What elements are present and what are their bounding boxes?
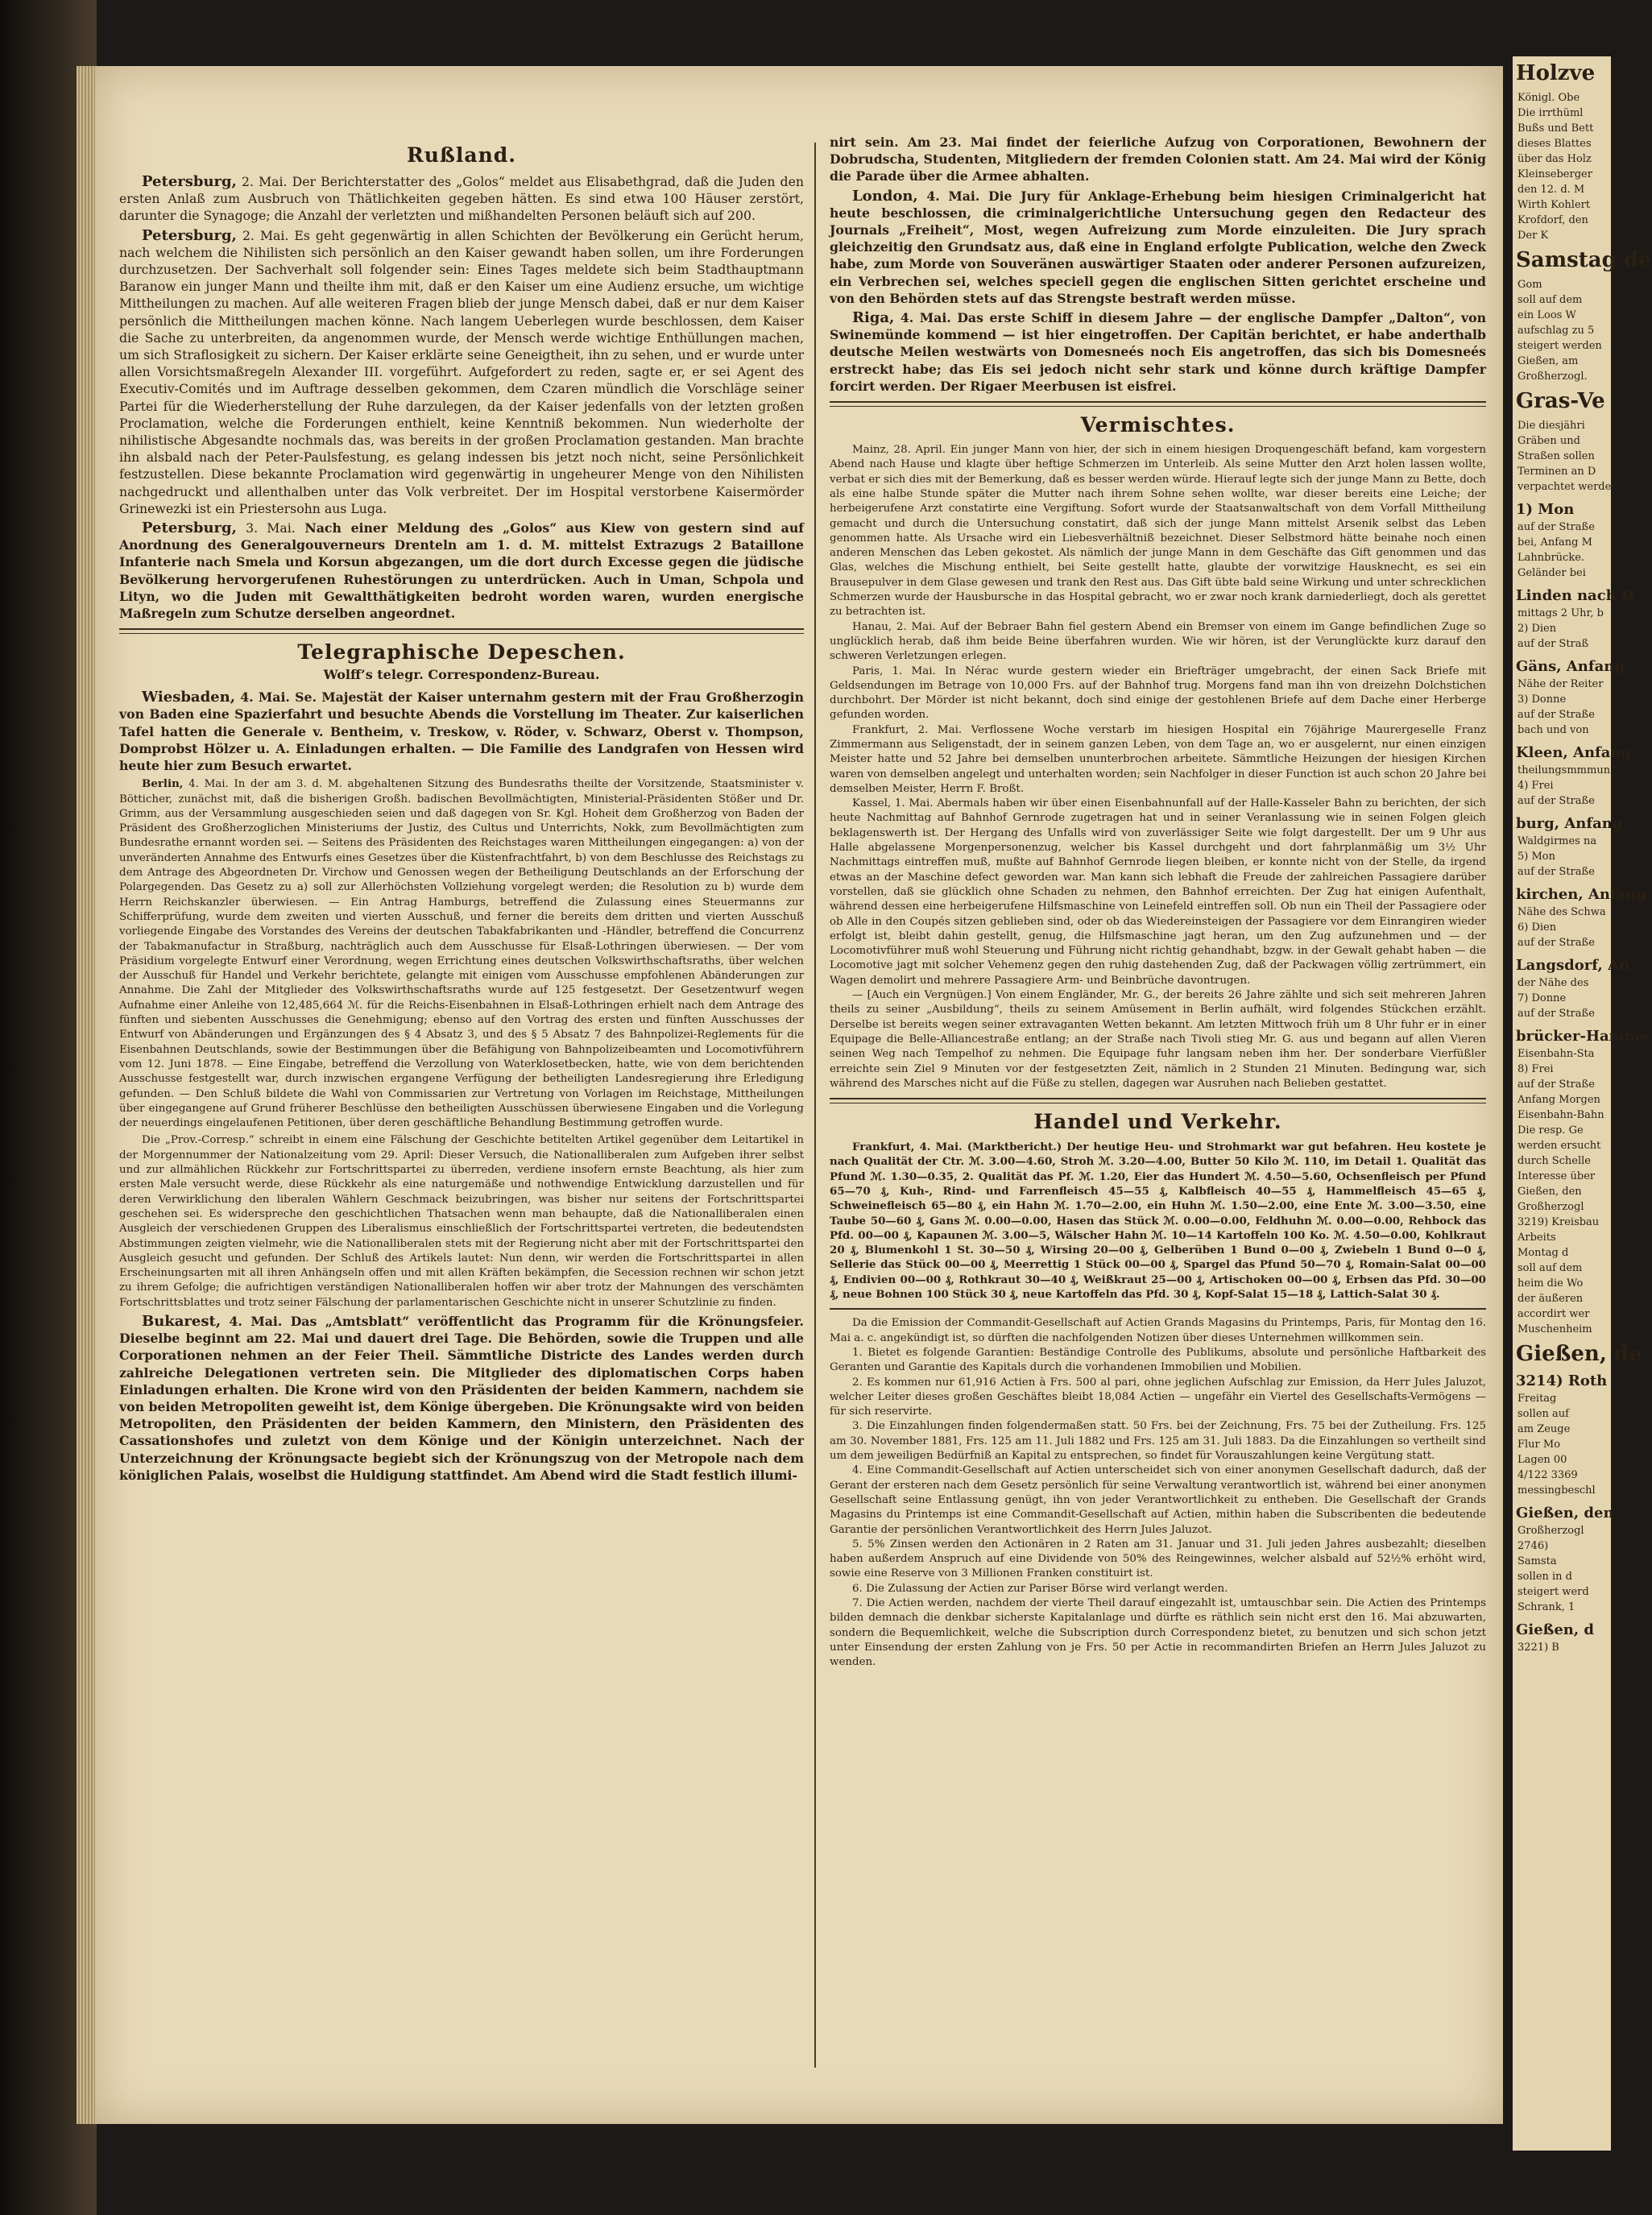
adjacent-page-line: der Nähe des: [1517, 977, 1589, 989]
adjacent-page-line: der äußeren: [1517, 1293, 1584, 1305]
adjacent-page-line: soll auf dem: [1517, 294, 1583, 306]
section-rule: [830, 1308, 1486, 1310]
adjacent-page-line: messingbeschl: [1517, 1484, 1596, 1497]
adjacent-page-line: 5) Mon: [1517, 851, 1555, 863]
adjacent-page-line: Samstag de: [1516, 248, 1652, 272]
adjacent-page-line: auf der Straße: [1517, 521, 1595, 533]
adjacent-page-line: Nähe der Reiter: [1517, 678, 1604, 690]
emission-intro: Da die Emission der Commandit-Gesellschaft auf Actien Grands Magasins du Printemps, Paris, für Montag den 16. Mai a. c. angekündigt ist, so dürften die nachfolgenden Notizen über dieses Unternehmen willkommen sein.: [830, 1317, 1486, 1344]
adjacent-page-line: 7) Donne: [1517, 992, 1567, 1004]
adjacent-page-line: Interesse über: [1517, 1170, 1596, 1182]
adjacent-page-line: Gießen, de: [1516, 1342, 1642, 1366]
adjacent-page-line: Die irrthüml: [1517, 107, 1584, 119]
adjacent-page-line: auf der Straß: [1517, 638, 1589, 650]
adjacent-page-line: am Zeuge: [1517, 1423, 1571, 1435]
emission-item-7: 7. Die Actien werden, nachdem der vierte Theil darauf eingezahlt ist, umtauschbar sein. Die Actien des Printemps bilden demnach die denkbar sicherste Kapitalanlage und dürfte es räthlich sein nicht erst den 16. Mai abzuwarten, sondern die Bequemlichkeit, welche die Subscription durch Correspondenz bietet, zu benutzen und sich schon jetzt unter Einsendung der ersten Zahlung von je Frs. 50 per Actie in recommandirten Briefen an Herrn Jules Jaluzot zu wenden.: [830, 1597, 1486, 1669]
adjacent-page-line: aufschlag zu 5: [1517, 325, 1595, 337]
adjacent-page-line: Königl. Obe: [1517, 92, 1580, 104]
section-title-handel: Handel und Verkehr.: [1033, 1110, 1282, 1134]
adjacent-page-line: den 12. d. M: [1517, 184, 1585, 196]
adjacent-page-line: 4) Frei: [1517, 780, 1554, 792]
adjacent-page-line: auf der Straße: [1517, 866, 1595, 878]
adjacent-page-line: Lagen 00: [1517, 1454, 1567, 1466]
adjacent-page-line: Gom: [1517, 279, 1542, 291]
adjacent-page-line: 3221) B: [1517, 1642, 1559, 1654]
article-mainz: Mainz, 28. April. Ein junger Mann von hier, der sich in einem hiesigen Droquengeschäft befand, kam vorgestern Abend nach Hause und klagte über heftige Schmerzen im Unterleib. Als seine Mutter den Arzt holen lassen wollte, verbat er sich dies mit der Bemerkung, daß es besser werden würde. Hierauf legte sich der junge Mann zu Bette, doch als eine halbe Stunde später die Mutter nach ihrem Sohne sehen wollte, war dieser bereits eine Leiche; der herbeigerufene Arzt constatirte eine Vergiftung. Sofort wurde der Staatsanwaltschaft von dem Vorfall Mittheilung gemacht und durch die Untersuchung constatirt, daß sich der junge Mann mittelst Arsenik selbst das Leben genommen hatte. Als Ursache wird ein Liebesverhältniß bezeichnet. Dieser Selbstmord hätte beinahe noch einen anderen Menschen das Leben gekostet. Als nämlich der junge Mann in dem Geschäfte das Gift genommen und das Glas, welches die Mischung enthielt, bei Seite gestellt hatte, glaubte der vorwitzige Hausknecht, es sei ein Brausepulver in dem Glase gewesen und trank den Rest aus. Das Gift übte bald seine Wirkung und unter schrecklichen Schmerzen wurde der Hausbursche in das Hospital gebracht, wo er zwar noch krank darniederliegt, doch als gerettet zu betrachten ist.: [830, 444, 1486, 619]
adjacent-page-line: auf der Straße: [1517, 709, 1595, 721]
adjacent-page-line: theilungsmmmun: [1517, 764, 1611, 776]
left-column: [119, 139, 804, 1486]
section-title-vermischtes: Vermischtes.: [1080, 413, 1236, 437]
adjacent-page-line: Großherzogl: [1517, 1201, 1584, 1213]
section-subtitle-wolff: Wolff’s telegr. Correspondenz-Bureau.: [323, 667, 600, 683]
adjacent-page-line: accordirt wer: [1517, 1308, 1590, 1320]
adjacent-page-line: 3214) Roth: [1516, 1372, 1608, 1389]
adjacent-page-line: 1) Mon: [1516, 501, 1575, 518]
adjacent-page-line: Anfang Morgen: [1517, 1094, 1600, 1106]
adjacent-page-line: dieses Blattes: [1517, 138, 1592, 150]
adjacent-page-line: Muschenheim: [1517, 1323, 1592, 1335]
adjacent-page-line: Eisenbahn-Bahn: [1517, 1109, 1604, 1121]
adjacent-page-line: Kleen, Anfang: [1516, 744, 1632, 761]
adjacent-page-line: Arbeits: [1517, 1232, 1556, 1244]
adjacent-page-line: auf der Straße: [1517, 1008, 1595, 1020]
article-berlin: Berlin, 4. Mai. In der am 3. d. M. abgehaltenen Sitzung des Bundesraths theilte der Vorsitzende, Staatsminister v. Bötticher, zunächst mit, daß die bisherigen Großh. badischen Bevollmächtigten, Ministerial-Präsidenten Stößer und Dr. Grimm, aus der Versammlung ausgeschieden seien und daß dagegen von Sr. Kgl. Hoheit dem Großherzog von Baden der Präsident des Großherzoglichen Ministeriums der Justiz, des Cultus und Unterrichts, Nokk, zum Bevollmächtigten zum Bundesrathe ernannt worden sei. — Seitens des Präsidenten des Reichstages waren Mittheilungen eingegangen: a) von der unveränderten Annahme des Entwurfs eines Gesetzes über die Küstenfrachtfahrt, b) von dem Beschlusse des Reichstags zu dem Antrage des Abgeordneten Dr. Virchow und Genossen wegen der Betheiligung Deutschlands an der Erforschung der Polargegenden. Das Gesetz zu a) soll zur Allerhöchsten Vollziehung vorgelegt werden; die Resolution zu b) wurde dem Herrn Reichskanzler überwiesen. — Ein Antrag Hamburgs, betreffend die Zulassung eines Steuermanns zur Schifferprüfung, wurde dem zweiten und vierten Ausschuß, und ferner die bereits dem dritten und vierten Ausschuß vorliegende Eingabe des Vorstandes des Vereins der deutschen Tabakfabrikanten und -Händler, betreffend die Concurrenz der Tabakmanufactur in Straßburg, nachträglich auch dem Ausschusse für Elsaß-Lothringen überwiesen. — Der vom Präsidium vorgelegte Entwurf einer Verordnung, wegen Errichtung eines deutschen Volkswirthschaftsraths, über welchen der Ausschuß für Handel und Verkehr berichtete, gelangte mit einigen vom Ausschusse empfohlenen Abänderungen zur Annahme. Die Zahl der Mitglieder des Volkswirthschaftsraths wurde auf 125 festgesetzt. Der Gesetzentwurf wegen Aufnahme einer Anleihe von 12,485,664 ℳ. für die Reichs-Eisenbahnen in Elsaß-Lothringen erhielt nach dem Antrage des fünften und siebenten Ausschusses die Genehmigung; ebenso auf den Vortrag des ersten und fünften Ausschusses der Entwurf von Abänderungen und Ergänzungen des § 4 Absatz 3, und des § 5 Absatz 7 des Bahnpolizei-Reglements für die Eisenbahnen Deutschlands, sowie der Bestimmungen über die Befähigung von Bahnpolizeibeamten und Locomotivführern vom 12. Juni 1878. — Eine Eingabe, betreffend die Verzollung von Waterklosetbecken, hatte, wie von dem berichtenden Ausschusse festgestellt war, durch inzwischen ergangene Verfügung der betheiligten Landesregierung ihre Erledigung gefunden. — Den Schluß bildete die Wahl von Commissarien zur Vertretung von Vorlagen im Reichstage, Mittheilungen über eingegangene auf Grund früherer Beschlüsse den betheiligten Ausschüssen überwiesene Eingaben und die Vorlegung der neuerdings eingelaufenen Petitionen, über deren geschäftliche Behandlung Bestimmung getroffen wurde.: [119, 777, 804, 1130]
column-divider: [814, 143, 816, 2068]
adjacent-page-line: Gießen, den: [1517, 1186, 1582, 1198]
article-riga: Riga, 4. Mai. Das erste Schiff in diesem Jahre — der englische Dampfer „Dalton“, von Swinemünde kommend — ist hier eingetroffen. Der Capitän berichtet, er habe anderthalb deutsche Meilen westwärts von Domesneés noch Eis angetroffen, das sich bis Domesneés erstreckt habe; das Eis sei jedoch nicht sehr stark und könne durch kräftige Dampfer forcirt werden. Der Rigaer Meerbusen ist eisfrei.: [830, 309, 1486, 394]
adjacent-page-line: Gäns, Anfang: [1516, 658, 1625, 675]
adjacent-page-line: Langsdorf, An: [1516, 957, 1630, 974]
emission-item-2: 2. Es kommen nur 61,916 Actien à Frs. 500 al pari, ohne jeglichen Aufschlag zur Emission, da Herr Jules Jaluzot, welcher Leiter dieses großen Geschäftes bleibt 18,084 Actien — ungefähr ein Viertel des Gesellschafts-Vermögens — für sich reservirte.: [830, 1376, 1486, 1418]
adjacent-page-line: 4/122 3369: [1517, 1469, 1578, 1481]
article-petersburg-3: Petersburg, 3. Mai. Nach einer Meldung des „Golos“ aus Kiew von gestern sind auf Anordnung des Generalgouverneurs Drenteln am 1. d. M. mittelst Extrazugs 2 Bataillone Infanterie nach Smela und Korsun abgezangen, um die dort durch Excesse gegen die jüdische Bevölkerung hervorgerufenen Ruhestörungen zu unterdrücken. Auch in Uman, Schpola und Lityn, wo die Juden mit Gewaltthätigkeiten bedroht worden waren, wurden energische Maßregeln zum Schutze derselben angeordnet.: [119, 520, 804, 622]
adjacent-page-line: 3) Donne: [1517, 693, 1567, 706]
emission-item-6: 6. Die Zulassung der Actien zur Pariser Börse wird verlangt werden.: [852, 1582, 1228, 1595]
section-title-russland: Rußland.: [406, 143, 516, 167]
adjacent-page-line: Gießen, den: [1516, 1505, 1614, 1522]
adjacent-page-line: Waldgirmes na: [1517, 835, 1597, 847]
adjacent-page-line: Schrank, 1: [1517, 1601, 1575, 1613]
article-hanau: Hanau, 2. Mai. Auf der Bebraer Bahn fiel gestern Abend ein Bremser von einem im Gange befindlichen Zuge so unglücklich herab, daß ihm beide Beine überfahren wurden. Wie wir hören, ist der Verunglückte kurz darauf den schweren Verletzungen erlegen.: [830, 620, 1486, 663]
emission-item-4: 4. Eine Commandit-Gesellschaft auf Actien unterscheidet sich von einer anonymen Gesellschaft dadurch, daß der Gerant der ersteren nach dem Gesetz persönlich für seine Verwaltung verantwortlich ist, während bei einer anonymen Gesellschaft seine Entlassung genügt, ihn von jeder Verantwortlichkeit zu entheben. Die Gesellschaft der Grands Magasins du Printemps ist eine Commandit-Gesellschaft auf Actien, mithin haben die Subscribenten die bedeutende Garantie der persönlichen Verantwortlichkeit des Herrn Jules Jaluzot.: [830, 1464, 1486, 1536]
adjacent-page-line: Gras-Ve: [1516, 389, 1605, 413]
article-vergnuegen: — [Auch ein Vergnügen.] Von einem Engländer, Mr. G., der bereits 26 Jahre zählte und sich seit mehreren Jahren theils zu seiner „Ausbildung“, theils zu seinem Amüsement in Berlin aufhält, wird folgendes Stückchen erzählt. Derselbe ist bereits wegen seiner extravaganten Wetten bekannt. Am letzten Mittwoch früh um 8 Uhr fuhr er in einer Equipage die Belle-Alliancestraße entlang; an der Straße nach Tivoli stieg Mr. G. aus und begann auf allen Vieren seinen Weg nach Tempelhof zu nehmen. Die Equipage fuhr langsam neben ihm her. Der sonderbare Vierfüßler erreichte sein Ziel 9 Minuten vor der festgesetzten Zeit, nämlich in 2 Stunden 21 Minuten. Bedingung war, sich während des Marsches nicht auf die Füße zu stellen, dagegen war Ausruhen nach Belieben gestattet.: [830, 989, 1486, 1090]
adjacent-page-line: Die resp. Ge: [1517, 1124, 1584, 1136]
article-petersburg-1: Petersburg, 2. Mai. Der Berichterstatter des „Golos“ meldet aus Elisabethgrad, daß die Juden den ersten Anlaß zum Ausbruch von Thätlichkeiten gegeben hätten. Es sind etwa 100 Häuser zerstört, darunter die Synagoge; die Anzahl der verletzten und mißhandelten Personen beläuft sich auf 200.: [119, 173, 804, 224]
adjacent-page-line: kirchen, Anfang: [1516, 886, 1647, 903]
adjacent-page-line: heim die Wo: [1517, 1277, 1584, 1290]
article-marktbericht: Frankfurt, 4. Mai. (Marktbericht.) Der heutige Heu- und Strohmarkt war gut befahren. Heu kostete je nach Qualität der Ctr. ℳ. 3.00—4.60, Stroh ℳ. 3.20—4.00, Butter 50 Kilo ℳ. 110, im Detail 1. Qualität das Pfund ℳ. 1.30—0.35, 2. Qualität das Pf. ℳ. 1.20, Eier das Hundert ℳ. 4.50—5.60, Ochsenfleisch per Pfund 65—70 ₰, Kuh-, Rind- und Farrenfleisch 45—55 ₰, Kalbfleisch 40—55 ₰, Hammelfleisch 45—65 ₰, Schweinefleisch 65—80 ₰, ein Hahn ℳ. 1.70—2.00, ein Huhn ℳ. 1.50—2.00, eine Ente ℳ. 3.00—3.50, eine Taube 50—60 ₰, Gans ℳ. 0.00—0.00, Hasen das Stück ℳ. 0.00—0.00, Feldhuhn ℳ. 0.00—0.00, Rehbock das Pfd. 00—00 ₰, Kapaunen ℳ. 3.00—5, Wälscher Hahn ℳ. 10—14 Kartoffeln 100 Ko. ℳ. 4.50—0.00, Kohlkraut 20 ₰, Blumenkohl 1 St. 30—50 ₰, Wirsing 20—00 ₰, Gelberüben 1 Bund 0—00 ₰, Zwiebeln 1 Bund 0—0 ₰, Sellerie das Stück 00—00 ₰, Meerrettig 1 Stück 00—00 ₰, Spargel das Pfund 50—70 ₰, Romain-Salat 00—00 ₰, Endivien 00—00 ₰, Rothkraut 30—40 ₰, Weißkraut 25—00 ₰, Artischoken 00—00 ₰, Erbsen das Pfd. 30—00 ₰, neue Bohnen 100 Stück 30 ₰, neue Kartoffeln das Pfd. 30 ₰, Kopf-Salat 15—18 ₰, Lattich-Salat 30 ₰.: [830, 1141, 1486, 1302]
adjacent-page-line: auf der Straße: [1517, 937, 1595, 949]
adjacent-page-line: Der K: [1517, 230, 1549, 242]
article-paris: Paris, 1. Mai. In Nérac wurde gestern wieder ein Briefträger umgebracht, der einen Sack Briefe mit Geldsendungen im Betrage von 10,000 Frs. auf der Bahnhof trug. Morgens fand man ihn von dreizehn Dolchstichen durchbohrt. Der Mörder ist nicht bekannt, doch sind einige der gestohlenen Briefe auf dem Dache einer Herberge gefunden worden.: [830, 664, 1486, 722]
article-petersburg-2: Petersburg, 2. Mai. Es geht gegenwärtig in allen Schichten der Bevölkerung ein Gerücht herum, nach welchem die Nihilisten sich persönlich an den Kaiser gewandt haben sollen, um ihre Forderungen durchzusetzen. Der Sachverhalt soll folgender sein: Eines Tages meldete sich beim Stadthauptmann Baranow ein junger Mann und theilte ihm mit, daß er den Kaiser um eine Audienz ersuche, um wichtige Mittheilungen zu machen. Auf alle weiteren Fragen blieb der junge Mensch dabei, daß er nur dem Kaiser persönlich die Mittheilungen machen könne. Nach langem Ueberlegen wurde beschlossen, dem Kaiser die Sache zu unterbreiten, da angenommen wurde, der Mensch werde wichtige Enthüllungen machen, um sich Straflosigkeit zu sichern. Der Kaiser erklärte seine Geneigtheit, ihn zu sehen, und er wurde unter allen Vorsichtsmaßregeln Alexander III. vorgeführt. Aufgefordert zu reden, sagte er, er sei Agent des Executiv-Comités und im Auftrage desselben gekommen, dem Czaren mündlich die Vorschläge seiner Partei für die Wiederherstellung der Ruhe darzulegen, da der Kaiser jedenfalls von der letzten großen Proclamation, welche die Forderungen enthielt, keine Kenntniß bekommen. Nun wiederholte der nihilistische Abgesandte nochmals das, was bereits in der großen Proclamation gestanden. Man brachte ihn alsbald nach der Peter-Paulsfestung, es gelang indessen bis jetzt noch nicht, seine Persönlichkeit festzustellen. Diese bekannte Proclamation wird gegenwärtig in ungeheurer Menge von den Nihilisten nachgedruckt und allenthalben unter das Volk verbreitet. Der im Hospital verstorbene Kaisermörder Grinewezki ist ein Priestersohn aus Luga.: [119, 226, 804, 516]
adjacent-page-line: Krofdorf, den: [1517, 214, 1588, 226]
adjacent-page-line: Die diesjähri: [1517, 420, 1585, 432]
adjacent-page-fragment: [1513, 56, 1652, 2151]
article-wiesbaden: Wiesbaden, 4. Mai. Se. Majestät der Kaiser unternahm gestern mit der Frau Großherzogin von Baden eine Spazierfahrt und besuchte Abends die Vorstellung im Theater. Zur kaiserlichen Tafel hatten die Generale v. Bentheim, v. Treskow, v. Röder, v. Schwarz, Oberst v. Thompson, Domprobst Hölzer u. A. Einladungen erhalten. — Die Familie des Landgrafen von Hessen wird heute hier zum Besuch erwartet.: [119, 689, 804, 774]
section-rule: [119, 628, 804, 634]
adjacent-page-line: Straßen sollen: [1517, 450, 1595, 462]
emission-item-1: 1. Bietet es folgende Garantien: Beständige Controlle des Publikums, absolute und persönliche Haftbarkeit des Geranten und Garantie des Kapitals durch die vorhandenen Immobilien und Mobilien.: [830, 1346, 1486, 1374]
adjacent-page-line: auf der Straße: [1517, 1079, 1595, 1091]
adjacent-page-line: mittags 2 Uhr, b: [1517, 607, 1604, 619]
adjacent-page-line: Kleinseberger: [1517, 168, 1592, 180]
adjacent-page-line: Montag d: [1517, 1247, 1569, 1259]
adjacent-page-line: sollen in d: [1517, 1571, 1572, 1583]
emission-item-3: 3. Die Einzahlungen finden folgendermaßen statt. 50 Frs. bei der Zeichnung, Frs. 75 bei der Zutheilung. Frs. 125 am 30. November 1881, Frs. 125 am 11. Juli 1882 und Frs. 125 am 31. Juli 1883. Da die Einzahlungen so vertheilt sind um dem jeweiligen Bedürfniß an Kapital zu entsprechen, so findet für Vorauszahlungen keine Vergütung statt.: [830, 1420, 1486, 1463]
adjacent-page-line: burg, Anfang: [1516, 815, 1623, 832]
adjacent-page-line: werden ersucht: [1517, 1140, 1601, 1152]
article-bukarest: Bukarest, 4. Mai. Das „Amtsblatt“ veröffentlicht das Programm für die Krönungsfeier. Dieselbe beginnt am 22. Mai und dauert drei Tage. Die Behörden, sowie die Truppen und alle Corporationen nehmen an der Feier Theil. Sämmtliche Districte des Landes werden durch zahlreiche Delegationen vertreten sein. Die Mitglieder des diplomatischen Corps haben Einladungen erhalten. Die Krone wird von den Präsidenten der beiden Kammern, nachdem sie von beiden Metropoliten geweiht ist, dem Könige übergeben. Die Krönungsakte wird von beiden Metropoliten, den Präsidenten der beiden Kammern, den Ministern, den Präsidenten des Cassationshofes und zuletzt von dem Könige und der Königin unterzeichnet. Nach der Unterzeichnung der Krönungsacte begiebt sich der Krönungszug von der Metropole nach dem königlichen Palais, woselbst die Huldigung stattfindet. Am Abend wird die Stadt festlich illumi-: [119, 1312, 804, 1483]
adjacent-page-line: steigert werden: [1517, 340, 1602, 352]
adjacent-page-line: verpachtet werden: [1517, 481, 1618, 493]
adjacent-page-line: Bußs und Bett: [1517, 122, 1594, 135]
adjacent-page-line: auf der Straße: [1517, 795, 1595, 807]
adjacent-page-lines: [1513, 61, 1652, 1655]
adjacent-page-line: Gräben und: [1517, 435, 1580, 447]
adjacent-page-line: sollen auf: [1517, 1408, 1569, 1420]
adjacent-page-line: Geländer bei: [1517, 567, 1586, 579]
article-london: London, 4. Mai. Die Jury für Anklage-Erhebung beim hiesigen Criminalgericht hat heute beschlossen, die criminalgerichtliche Untersuchung gegen den Redacteur des Journals „Freiheit“, Most, wegen Aufreizung zum Morde einzuleiten. Die Jury sprach gleichzeitig den Grundsatz aus, daß eine in England erfolgte Publication, welche den Zweck habe, zum Morde von Souveränen auswärtiger Staaten oder anderer Personen aufzureizen, ein Verbrechen sei, welches speciell gegen die englischen Sitten gerichtet erscheine und von den Behörden stets auf das Strengste bestraft werden müsse.: [830, 187, 1486, 306]
adjacent-page-line: ein Loos W: [1517, 309, 1576, 321]
adjacent-page-line: 8) Frei: [1517, 1063, 1554, 1075]
adjacent-page-line: Freitag: [1517, 1393, 1557, 1405]
section-rule: [830, 1098, 1486, 1103]
adjacent-page-line: 2746): [1517, 1540, 1549, 1552]
article-prov-corresp: Die „Prov.-Corresp.“ schreibt in einem eine Fälschung der Geschichte betitelten Artikel gegenüber dem Leitartikel in der Morgennummer der Nationalzeitung vom 29. April: Dieser Versuch, die Nationalliberalen zum Aufgeben ihrer selbst und zur allmählichen Rückkehr zur Fortschrittspartei zu überreden, verdiene insofern ernste Beachtung, als hier zum ersten Male versucht werde, diese Rückkehr als eine naturgemäße und nothwendige Entwicklung darzustellen und für deren Verwirklichung den liberalen Wählern Geschmack beizubringen, was bisher nur seitens der Fortschrittspartei geschehen sei. Es widerspreche den geschichtlichen Thatsachen wenn man behaupte, daß die Nationalliberalen einen Ausgleich der verschiedenen Gruppen des Liberalismus einschließlich der Fortschrittspartei vertreten, die bedeutendsten Abstimmungen zeigten vielmehr, wie die Nationalliberalen stets mit der Regierung nicht aber mit der Fortschrittspartei den Ausgleich gesucht und gefunden. Der Schluß des Artikels lautet: Nun denn, wir werden die Fortschrittspartei in allen Erscheinungsarten mit all ihren Anhängseln offen und mit allen Kräften bekämpfen, die Secession rechnen wir schon jetzt zu ihrem Gefolge; die aufrichtigen verständigen Nationalliberalen hoffen wir aber trotz der Mahnungen des verschämten Fortschrittsblattes und trotz seiner Fälschung der parlamentarischen Geschichte nicht in unserer Schutzlinie zu finden.: [119, 1134, 804, 1309]
article-frankfurt: Frankfurt, 2. Mai. Verflossene Woche verstarb im hiesigen Hospital ein 76jährige Maurergeselle Franz Zimmermann aus Seligenstadt, der in seinem ganzen Leben, von dem Tage an, wo er ausgelernt, nur einen einzigen Meister hatte und 52 Jahre bei demselben ununterbrochen arbeitete. Sämmtliche Heizungen der hiesigen Kirchen waren von demselben angelegt und unterhalten worden; sein Nachfolger in dieser Function ist auch schon 20 Jahre bei demselben Meister, Herrn F. Broßt.: [830, 723, 1486, 795]
adjacent-page-line: Gießen, d: [1516, 1621, 1594, 1638]
article-kassel: Kassel, 1. Mai. Abermals haben wir über einen Eisenbahnunfall auf der Halle-Kasseler Bahn zu berichten, der sich heute Nachmittag auf Bahnhof Gernrode zugetragen hat und in seiner Veranlassung wie in seinen Folgen gleich beklagenswerth ist. Der Hergang des Unfalls wird von zuverlässiger Seite wie folgt dargestellt. Der um 9 Uhr aus Halle abgelassene Morgenpersonenzug, welcher bis Kassel durchgeht und dort fahrplanmäßig um 3½ Uhr Nachmittags eintreffen muß, mußte auf Bahnhof Gernrode liegen bleiben, er konnte nicht von der Stelle, da irgend etwas an der Maschine defect geworden war. Man kann sich lebhaft die Freude der zahlreichen Passagiere darüber vorstellen, daß sie glücklich ohne Schaden zu nehmen, den Bahnhof erreichten. Der Zug hat einigen Aufenthalt, während dessen eine herbeigerufene Hilfsmaschine von Leinefeld eintreffen soll. Ob nun ein Theil der Passagiere oder ob Alle in den Coupés sitzen geblieben sind, oder ob das Wiedereinsteigen der Passagiere vor dem Einrangiren wieder erfolgt ist, bleibt dahin gestellt, genug, die Hilfsmaschine jagt heran, um den Zug aufzunehmen und — der Locomotivführer muß wohl Steuerung und Führung nicht richtig gehandhabt, bzgw. in der Gewalt gehabt haben — die Locomotive jagt mit solcher Vehemenz gegen den ruhig dastehenden Zug, daß der Packwagen völlig zertrümmert, ein Wagen demolirt und mehrere Passagiere Arm- und Beinbrüche davontrugen.: [830, 797, 1486, 987]
adjacent-page-line: Flur Mo: [1517, 1439, 1561, 1451]
adjacent-page-line: Lahnbrücke.: [1517, 552, 1585, 564]
adjacent-page-line: über das Holz: [1517, 153, 1592, 165]
emission-item-5: 5. 5% Zinsen werden den Actionären in 2 Raten am 31. Januar und 31. Juli jeden Jahres ausbezahlt; dieselben haben außerdem Anspruch auf eine Dividende von 50% des Reingewinnes, welcher alsbald auf 52½% erhöht wird, sowie eine Reserve von 3 Millionen Franken constituirt ist.: [830, 1538, 1486, 1580]
adjacent-page-line: brücker-Hamme: [1516, 1028, 1650, 1045]
adjacent-page-line: 2) Dien: [1517, 623, 1557, 635]
adjacent-page-line: Linden nach D: [1516, 587, 1634, 604]
adjacent-page-line: bei, Anfang M: [1517, 536, 1592, 549]
adjacent-page-line: steigert werd: [1517, 1586, 1589, 1598]
adjacent-page-line: Terminen an D: [1517, 466, 1596, 478]
adjacent-page-line: durch Schelle: [1517, 1155, 1591, 1167]
section-rule: [830, 401, 1486, 407]
adjacent-page-line: Wirth Kohlert: [1517, 199, 1591, 211]
adjacent-page-line: 3219) Kreisbau: [1517, 1216, 1600, 1228]
adjacent-page-line: Großherzogl: [1517, 1525, 1584, 1537]
adjacent-page-line: Nähe des Schwa: [1517, 906, 1606, 918]
adjacent-page-line: Eisenbahn-Sta: [1517, 1048, 1595, 1060]
adjacent-page-line: Großherzogl.: [1517, 371, 1588, 383]
newspaper-page: [95, 66, 1503, 2124]
adjacent-page-line: 6) Dien: [1517, 921, 1557, 934]
adjacent-page-line: Samsta: [1517, 1555, 1557, 1567]
article-bukarest-continued: nirt sein. Am 23. Mai findet der feierliche Aufzug von Corporationen, Bewohnern der Dobrudscha, Studenten, Mitgliedern der fremden Colonien statt. Am 24. Mai wird der König die Parade über die Armee abhalten.: [830, 135, 1486, 184]
section-title-depeschen: Telegraphische Depeschen.: [297, 640, 626, 664]
page-edges: [77, 66, 96, 2124]
adjacent-page-line: Holzve: [1516, 61, 1596, 85]
adjacent-page-line: soll auf dem: [1517, 1262, 1583, 1274]
adjacent-page-line: Gießen, am: [1517, 355, 1579, 367]
right-column: [830, 134, 1486, 1671]
adjacent-page-line: bach und von: [1517, 724, 1589, 736]
